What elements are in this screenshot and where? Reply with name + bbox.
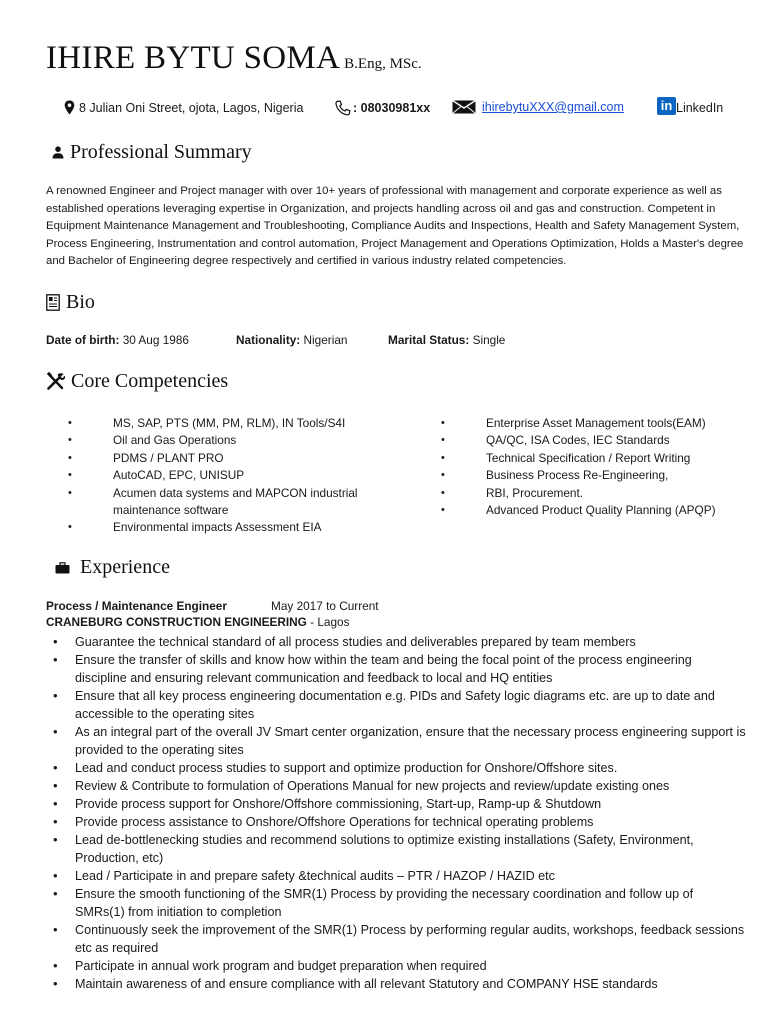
linkedin-link[interactable]: LinkedIn	[676, 100, 724, 115]
list-item: • Business Process Re-Engineering,	[441, 467, 761, 484]
summary-title: Professional Summary	[70, 141, 252, 163]
phone-prefix: :	[353, 101, 358, 115]
linkedin-item	[657, 97, 723, 115]
address-text: 8 Julian Oni Street, ojota, Lagos, Nigeria	[79, 100, 304, 115]
candidate-name	[46, 40, 422, 77]
tools-icon	[46, 372, 65, 391]
summary-text: A renowned Engineer and Project manager with over 10+ years of professional with management and corporate experience as well as established operations leveraging expertise in Organization, and projects handling across oil and gas and construction. Competent in Equipment Maintenance Management and Troubleshooting, Compliance Audits and Inspections, Health and Safety Management System, Process Engineering, Instrumentation and control automation, Project Management and Operations Optimization, Holds a Master's degree and Bachelor of Engineering degree respectively and certified in various industry related competencies.	[46, 185, 744, 268]
list-item: • RBI, Procurement.	[441, 485, 761, 502]
list-item: • MS, SAP, PTS (MM, PM, RLM), IN Tools/S4I	[68, 415, 398, 432]
list-item: • PDMS / PLANT PRO	[68, 450, 398, 467]
list-item: • Lead de-bottlenecking studies and recommend solutions to optimize existing installations (Safety, Environment, Production, etc)	[46, 831, 746, 867]
company-location: - Lagos	[310, 615, 350, 629]
competencies-heading	[46, 370, 228, 393]
competencies-left-list	[68, 415, 398, 537]
list-item: • Advanced Product Quality Planning (APQP)	[441, 502, 761, 519]
list-item: • Ensure the smooth functioning of the SMR(1) Process by providing the necessary coordination and follow up of SMRs(1) from initiation to completion	[46, 885, 746, 921]
list-item: • Maintain awareness of and ensure compliance with all relevant Statutory and COMPANY HSE standards	[46, 975, 746, 993]
marital-value: Single	[472, 333, 506, 347]
list-item: • AutoCAD, EPC, UNISUP	[68, 467, 398, 484]
dob-value: 30 Aug 1986	[122, 333, 189, 347]
company-row	[46, 614, 746, 630]
list-item: • QA/QC, ISA Codes, IEC Standards	[441, 432, 761, 449]
list-item: • Acumen data systems and MAPCON industrial maintenance software	[68, 485, 398, 520]
list-item: • Enterprise Asset Management tools(EAM)	[441, 415, 761, 432]
summary-heading	[52, 141, 252, 164]
experience-heading	[55, 556, 170, 579]
competencies-right-list	[441, 415, 761, 519]
job-role: Process / Maintenance Engineer	[46, 599, 227, 613]
name-text: IHIRE BYTU SOMA	[46, 40, 341, 76]
marital-item	[388, 333, 505, 347]
nationality-value: Nigerian	[303, 333, 348, 347]
envelope-icon	[452, 100, 476, 114]
location-pin-icon	[64, 100, 75, 115]
bio-heading	[46, 291, 95, 314]
duties-list	[46, 633, 746, 993]
list-item: • Ensure that all key process engineering documentation e.g. PIDs and Safety logic diagrams etc. are up to date and accessible to the operating sites	[46, 687, 746, 723]
list-item: • Lead / Participate in and prepare safety &technical audits – PTR / HAZOP / HAZID etc	[46, 867, 746, 885]
job-title-row	[46, 598, 746, 614]
degrees-text: B.Eng, MSc.	[344, 56, 422, 72]
company-name: CRANEBURG CONSTRUCTION ENGINEERING	[46, 615, 307, 629]
email-link[interactable]: ihirebytuXXX@gmail.com	[482, 100, 624, 114]
list-item: • Oil and Gas Operations	[68, 432, 398, 449]
person-icon	[52, 146, 64, 159]
list-item: • Guarantee the technical standard of all process studies and deliverables prepared by team members	[46, 633, 746, 651]
marital-label: Marital Status:	[388, 333, 470, 347]
id-card-icon	[46, 294, 60, 311]
list-item: • As an integral part of the overall JV Smart center organization, ensure that the necessary process engineering support is provided to the operating sites	[46, 723, 746, 759]
list-item: • Lead and conduct process studies to support and optimize production for Onshore/Offshore sites.	[46, 759, 746, 777]
nationality-label: Nationality:	[236, 333, 301, 347]
phone-text: 08030981xx	[360, 101, 431, 115]
list-item: • Review & Contribute to formulation of Operations Manual for new projects and review/update existing ones	[46, 777, 746, 795]
dob-label: Date of birth:	[46, 333, 120, 347]
bio-title: Bio	[66, 291, 95, 313]
dob-item	[46, 333, 189, 347]
list-item: • Ensure the transfer of skills and know how within the team and being the focal point of the process engineering discipline and ensuring relevant communication and feedback to local and HQ entities	[46, 651, 746, 687]
list-item: • Environmental impacts Assessment EIA	[68, 519, 398, 536]
list-item: • Provide process support for Onshore/Offshore commissioning, Start-up, Ramp-up & Shutdown	[46, 795, 746, 813]
list-item: • Technical Specification / Report Writing	[441, 450, 761, 467]
list-item: • Continuously seek the improvement of the SMR(1) Process by performing regular audits, workshops, feedback sessions etc as required	[46, 921, 746, 957]
list-item: • Provide process assistance to Onshore/Offshore Operations for technical operating problems	[46, 813, 746, 831]
bio-details	[46, 333, 746, 349]
briefcase-icon	[55, 562, 70, 574]
contact-bar	[64, 100, 764, 124]
phone-item	[334, 100, 430, 116]
job-dates: May 2017 to Current	[271, 599, 379, 613]
address-item	[64, 100, 303, 115]
nationality-item	[236, 333, 347, 347]
experience-title: Experience	[80, 556, 170, 578]
list-item: • Participate in annual work program and budget preparation when required	[46, 957, 746, 975]
phone-icon	[334, 100, 352, 116]
email-item	[452, 100, 624, 114]
linkedin-icon: in	[657, 97, 676, 115]
competencies-title: Core Competencies	[71, 370, 229, 392]
job-header	[46, 598, 746, 630]
